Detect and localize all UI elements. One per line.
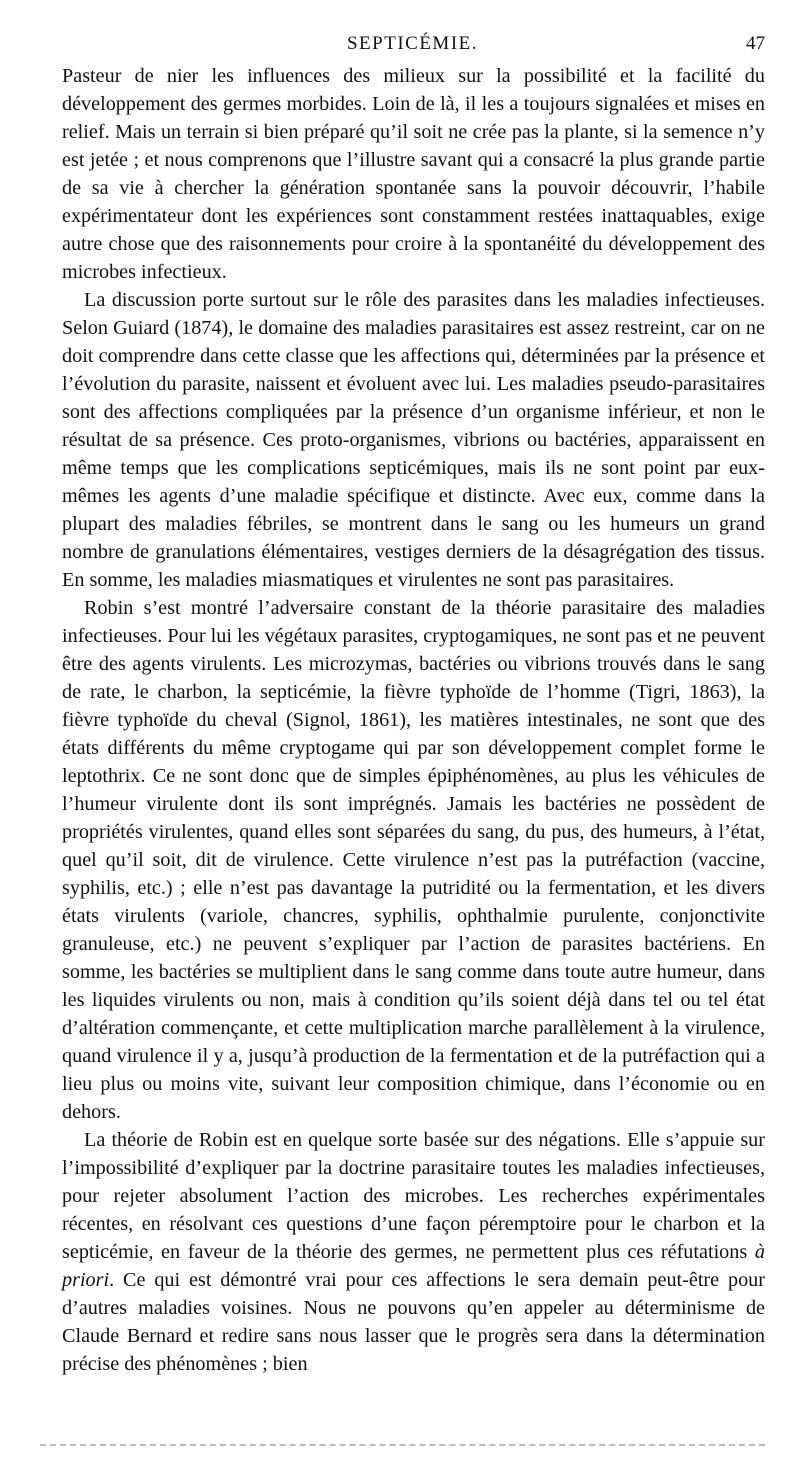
paragraph-2: La discussion porte surtout sur le rôle des parasites dans les maladies infectieuses. Selon Guiard (1874), le domaine des maladies parasitaires est assez restreint, car on ne doit comprendre dans cette classe que les affections qui, déterminées par la présence et l’évolution du parasite, naissent et évoluent avec lui. Les maladies pseudo-parasitaires sont des affections compliquées par la présence d’un organisme inférieur, et non le résultat de sa présence. Ces proto-organismes, vibrions ou bactéries, apparaissent en même temps que les complications septicémiques, mais ils ne sont point par eux-mêmes les agents d’une maladie spécifique et distincte. Avec eux, comme dans la plupart des maladies fébriles, se montrent dans le sang ou les humeurs un grand nombre de granulations élémentaires, vestiges derniers de la désagrégation des tissus. En somme, les maladies miasmatiques et virulentes ne sont pas parasitaires. <box>62 289 765 591</box>
running-head <box>60 32 765 56</box>
footer-rule <box>40 1444 765 1446</box>
paragraph-4-part-1: La théorie de Robin est en quelque sorte basée sur des négations. Elle s’appuie sur l’impossibilité d’expliquer par la doctrine parasitaire toutes les maladies infectieuses, pour rejeter absolument l’action des microbes. Les recherches expérimentales récentes, en résolvant ces questions d’une façon péremptoire pour le charbon et la septicémie, en faveur de la théorie des germes, ne permettent plus ces réfutations <box>62 1129 765 1263</box>
paragraph-4-part-2: . Ce qui est démontré vrai pour ces affections le sera demain peut-être pour d’autres maladies voisines. Nous ne pouvons qu’en appeler au déterminisme de Claude Bernard et redire sans nous lasser que le progrès sera dans la détermination précise des phénomènes ; bien <box>62 1269 765 1375</box>
running-title: SEPTICÉMIE. <box>346 33 479 54</box>
paragraph-4-emphasis: à priori <box>62 1241 765 1291</box>
paragraph-1: Pasteur de nier les influences des milieux sur la possibilité et la facilité du développement des germes morbides. Loin de là, il les a toujours signalées et mises en relief. Mais un terrain si bien préparé qu’il soit ne crée pas la plante, si la semence n’y est jetée ; et nous comprenons que l’illustre savant qui a consacré la plus grande partie de sa vie à chercher la génération spontanée sans la pouvoir découvrir, l’habile expérimentateur dont les expériences sont constamment restées inattaquables, exige autre chose que des raisonnements pour croire à la spontanéité du développement des microbes infectieux. <box>62 65 765 283</box>
paragraph-4 <box>62 1126 765 1378</box>
paragraph-3: Robin s’est montré l’adversaire constant de la théorie parasitaire des maladies infectieuses. Pour lui les végétaux parasites, cryptogamiques, ne sont pas et ne peuvent être des agents virulents. Les microzymas, bactéries ou vibrions trouvés dans le sang de rate, le charbon, la septicémie, la fièvre typhoïde de l’homme (Tigri, 1863), la fièvre typhoïde du cheval (Signol, 1861), les matières intestinales, ne sont que des états différents du même cryptogame qui par son développement complet forme le leptothrix. Ce ne sont donc que de simples épiphénomènes, au plus les véhicules de l’humeur virulente dont ils sont imprégnés. Jamais les bactéries ne possèdent de propriétés virulentes, quand elles sont séparées du sang, du pus, des humeurs, à l’état, quel qu’il soit, dit de virulence. Cette virulence n’est pas la putréfaction (vaccine, syphilis, etc.) ; elle n’est pas davantage la putridité ou la fermentation, et les divers états virulents (variole, chancres, syphilis, ophthalmie purulente, conjonctivite granuleuse, etc.) ne peuvent s’expliquer par l’action de parasites bactériens. En somme, les bactéries se multiplient dans le sang comme dans toute autre humeur, dans les liquides virulents ou non, mais à condition qu’ils soient déjà dans tel ou tel état d’altération commençante, et cette multiplication marche parallèlement à la virulence, quand virulence il y a, jusqu’à production de la fermentation et de la putréfaction qui a lieu plus ou moins vite, suivant leur composition chimique, dans l’économie ou en dehors. <box>62 597 765 1123</box>
page-number: 47 <box>746 33 765 54</box>
body-text <box>62 62 765 1378</box>
